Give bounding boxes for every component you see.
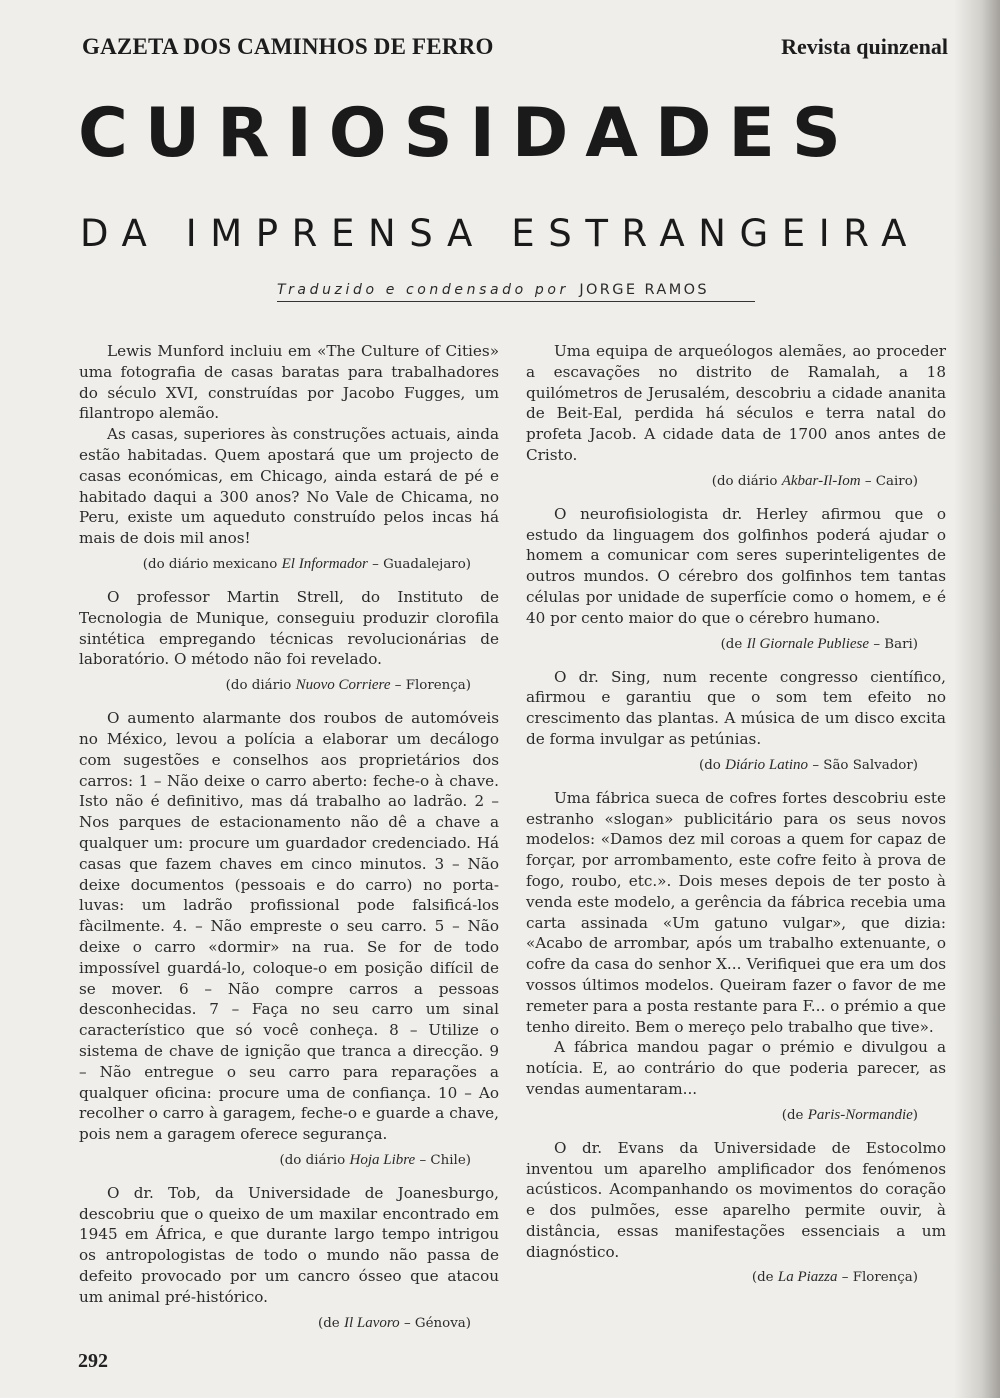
article bbox=[79, 587, 499, 696]
source-prefix: (do diário bbox=[225, 678, 292, 694]
article-gap bbox=[79, 1171, 499, 1183]
article-source bbox=[79, 1313, 471, 1334]
article-gap bbox=[526, 492, 946, 504]
page-number: 292 bbox=[78, 1350, 108, 1372]
source-name: Diário Latino bbox=[725, 756, 809, 773]
article-paragraph: O dr. Sing, num recente congresso científico, afirmou e garantiu que o som tem efeito no crescimento das plantas. A música de um disco excita de forma invulgar as petúnias. bbox=[526, 667, 946, 748]
article bbox=[526, 667, 946, 776]
article-paragraph: O neurofisiologista dr. Herley afirmou que o estudo da linguagem dos golfinhos poderá ajudar o homem a comunicar com seres superinteligentes de outros mundos. O cérebro dos golfinhos tem tantas células por unidade de superfície como o homem, e é 40 por cento maior do que o cérebro humano. bbox=[526, 504, 946, 627]
source-place: – Guadalejaro) bbox=[372, 556, 471, 572]
article-gap bbox=[526, 776, 946, 788]
article-paragraph: O dr. Evans da Universidade de Estocolmo inventou um aparelho amplificador dos fenómenos acústicos. Acompanhando os movimentos do coração e dos pulmões, esse aparelho permite ouvir, à distância, essas manifestações essenciais a um diagnóstico. bbox=[526, 1138, 946, 1261]
source-name: El Informador bbox=[281, 555, 368, 572]
article-gap bbox=[526, 1126, 946, 1138]
article bbox=[526, 1138, 946, 1289]
publication-frequency: Revista quinzenal bbox=[781, 34, 948, 59]
article-paragraph: O professor Martin Strell, do Instituto de Tecnologia de Munique, conseguiu produzir clorofila sintética empregando técnicas revolucionárias de laboratório. O método não foi revelado. bbox=[79, 587, 499, 669]
source-prefix: (do bbox=[698, 757, 721, 773]
source-prefix: (de bbox=[751, 1270, 774, 1286]
source-name: Akbar-Il-Iom bbox=[781, 472, 861, 489]
source-place: – Cairo) bbox=[864, 473, 918, 489]
source-place: – Bari) bbox=[873, 636, 918, 652]
right-column bbox=[526, 341, 946, 1288]
article-gap bbox=[79, 696, 499, 708]
article bbox=[526, 504, 946, 655]
article bbox=[526, 341, 946, 492]
article bbox=[79, 708, 499, 1171]
source-prefix: (de bbox=[317, 1315, 340, 1331]
article-source bbox=[79, 554, 471, 575]
article bbox=[526, 788, 946, 1126]
article-paragraph: Uma equipa de arqueólogos alemães, ao proceder a escavações no distrito de Ramalah, a 18 quilómetros de Jerusalém, descobriu a cidade ananita de Beit-Eal, perdida há séculos e terra natal do profeta Jacob. A cidade data de 1700 anos antes de Cristo. bbox=[526, 342, 946, 464]
source-prefix: (do diário bbox=[711, 473, 778, 489]
byline bbox=[277, 282, 755, 302]
source-place: – Florença) bbox=[394, 678, 471, 694]
article bbox=[79, 341, 499, 575]
left-column bbox=[79, 341, 499, 1334]
source-name: La Piazza bbox=[777, 1269, 838, 1286]
byline-author: JORGE RAMOS bbox=[579, 282, 710, 298]
article-source bbox=[526, 1105, 918, 1126]
article-paragraph: A fábrica mandou pagar o prémio e divulgou a notícia. E, ao contrário do que poderia parecer, as vendas aumentaram... bbox=[526, 1038, 946, 1098]
source-name: Il Lavoro bbox=[343, 1314, 400, 1331]
source-place: – Florença) bbox=[841, 1270, 918, 1286]
article-paragraph: O aumento alarmante dos roubos de automóveis no México, levou a polícia a elaborar um decálogo com sugestões e conselhos aos proprietários dos carros: 1 – Não deixe o carro aberto: feche-o à chave. Isto não é definitivo, mas dá trabalho ao ladrão. 2 – Nos parques de estacionamento não dê a chave a qualquer um: procure um guardador credenciado. Há casas que fazem chaves em cinco minutos. 3 – Não deixe documentos (pessoais e do carro) no porta-luvas: um ladrão profissional pode falsificá-los fàcilmente. 4. – Não empreste o seu carro. 5 – Não deixe o carro «dormir» na rua. Se for de todo impossível guardá-lo, coloque-o em posição difícil de se mover. 6 – Não compre carros a pessoas desconhecidas. 7 – Faça no seu carro um sinal característico que só você conheça. 8 – Utilize o sistema de chave de ignição que tranca a direcção. 9 – Não entregue o seu carro para reparações a qualquer oficina: procure uma de confiança. 10 – Ao recolher o carro à garagem, feche-o e guarde a chave, pois nem a garagem oferece segurança. bbox=[79, 709, 499, 1144]
article-paragraph: As casas, superiores às construções actuais, ainda estão habitadas. Quem apostará que um projecto de casas económicas, em Chicago, ainda estará de pé e habitado daqui a 300 anos? No Vale de Chicama, no Peru, existe um aqueduto construído pelos incas há mais de dois mil anos! bbox=[79, 425, 499, 548]
byline-prefix: Traduzido e condensado por bbox=[277, 282, 569, 298]
article bbox=[79, 1183, 499, 1334]
source-place: – São Salvador) bbox=[812, 757, 918, 773]
source-name: Nuovo Corriere bbox=[295, 677, 391, 694]
article-paragraph: Lewis Munford incluiu em «The Culture of Cities» uma fotografia de casas baratas para trabalhadores do século XVI, construídas por Jacobo Fugges, um filantropo alemão. bbox=[79, 342, 499, 423]
article-source bbox=[526, 1267, 918, 1288]
page-binding-shadow bbox=[954, 0, 1000, 1398]
article-source bbox=[526, 471, 918, 492]
article-paragraph: O dr. Tob, da Universidade de Joanesburgo, descobriu que o queixo de um maxilar encontrado em 1945 em África, e que durante largo tempo intrigou os antropologistas de todo o mundo não passa de defeito provocado por um cancro ósseo que atacou um animal pré-histórico. bbox=[79, 1183, 499, 1306]
source-place: – Génova) bbox=[403, 1315, 471, 1331]
source-place: – Chile) bbox=[419, 1152, 471, 1168]
source-prefix: (do diário bbox=[279, 1152, 346, 1168]
source-prefix: (do diário mexicano bbox=[142, 556, 278, 572]
source-prefix: (de bbox=[720, 636, 743, 652]
page-title: CURIOSIDADES bbox=[78, 94, 858, 173]
article-source bbox=[79, 1150, 471, 1171]
article-source bbox=[79, 675, 471, 696]
running-header bbox=[82, 34, 948, 68]
article-source bbox=[526, 755, 918, 776]
source-name: Il Giornale Publiese bbox=[746, 635, 870, 652]
source-name: Hoja Libre bbox=[349, 1151, 416, 1168]
article-paragraph: Uma fábrica sueca de cofres fortes descobriu este estranho «slogan» publicitário para os seus novos modelos: «Damos dez mil coroas a quem for capaz de forçar, por arrombamento, este cofre feito à prova de fogo, roubo, etc.». Dois meses depois de ter posto à venda este modelo, a gerência da fábrica recebia uma carta assinada «Um gatuno vulgar», que dizia: «Acabo de arrombar, após um trabalho extenuante, o cofre da casa do senhor X... Verifiquei que era um dos vossos últimos modelos. Queiram fazer o favor de me remeter para a posta restante para F... o prémio a que tenho direito. Bem o mereço pelo trabalho que tive». bbox=[526, 788, 946, 1036]
page-subtitle: DA IMPRENSA ESTRANGEIRA bbox=[80, 212, 921, 255]
article-gap bbox=[526, 655, 946, 667]
article-gap bbox=[79, 575, 499, 587]
article-source bbox=[526, 634, 918, 655]
publication-name: GAZETA DOS CAMINHOS DE FERRO bbox=[82, 34, 494, 59]
source-place: ) bbox=[912, 1107, 918, 1123]
source-name: Paris-Normandie bbox=[807, 1106, 913, 1123]
source-prefix: (de bbox=[781, 1107, 804, 1123]
